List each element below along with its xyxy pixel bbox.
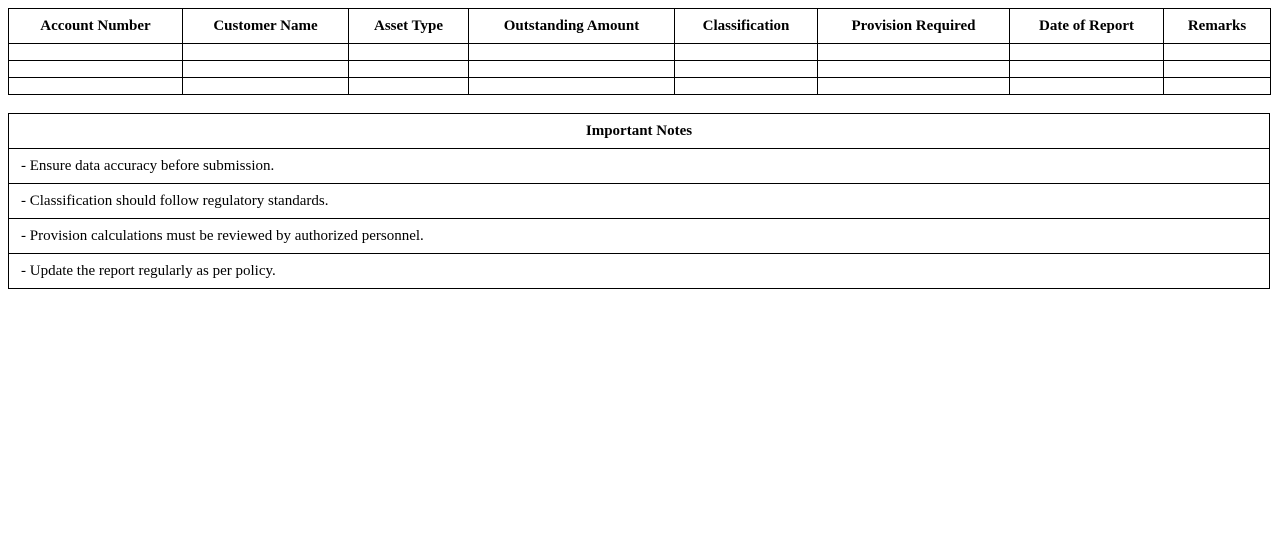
table-cell[interactable] <box>675 78 818 95</box>
column-header-customer-name: Customer Name <box>183 9 349 44</box>
table-cell[interactable] <box>469 61 675 78</box>
table-cell[interactable] <box>9 78 183 95</box>
note-item: - Update the report regularly as per policy. <box>9 254 1270 289</box>
table-cell[interactable] <box>1164 44 1271 61</box>
notes-title: Important Notes <box>9 114 1270 149</box>
column-header-outstanding-amount: Outstanding Amount <box>469 9 675 44</box>
table-row <box>9 78 1271 95</box>
column-header-classification: Classification <box>675 9 818 44</box>
table-cell[interactable] <box>818 61 1010 78</box>
table-cell[interactable] <box>183 44 349 61</box>
table-cell[interactable] <box>818 78 1010 95</box>
note-row <box>9 254 1270 289</box>
table-cell[interactable] <box>1164 78 1271 95</box>
table-cell[interactable] <box>675 44 818 61</box>
table-cell[interactable] <box>349 44 469 61</box>
note-row <box>9 184 1270 219</box>
table-cell[interactable] <box>9 44 183 61</box>
note-row <box>9 149 1270 184</box>
important-notes-table <box>8 113 1270 289</box>
column-header-asset-type: Asset Type <box>349 9 469 44</box>
table-cell[interactable] <box>818 44 1010 61</box>
note-item: - Ensure data accuracy before submission. <box>9 149 1270 184</box>
table-cell[interactable] <box>183 61 349 78</box>
column-header-date-of-report: Date of Report <box>1010 9 1164 44</box>
table-header-row <box>9 9 1271 44</box>
table-row <box>9 61 1271 78</box>
table-cell[interactable] <box>675 61 818 78</box>
table-cell[interactable] <box>349 61 469 78</box>
report-table <box>8 8 1271 95</box>
table-cell[interactable] <box>1010 44 1164 61</box>
column-header-provision-required: Provision Required <box>818 9 1010 44</box>
document-body <box>8 8 1270 289</box>
note-item: - Provision calculations must be reviewed by authorized personnel. <box>9 219 1270 254</box>
table-cell[interactable] <box>469 78 675 95</box>
note-item: - Classification should follow regulatory standards. <box>9 184 1270 219</box>
notes-header-row <box>9 114 1270 149</box>
table-cell[interactable] <box>469 44 675 61</box>
table-cell[interactable] <box>349 78 469 95</box>
note-row <box>9 219 1270 254</box>
table-cell[interactable] <box>1010 61 1164 78</box>
table-cell[interactable] <box>1010 78 1164 95</box>
table-cell[interactable] <box>183 78 349 95</box>
column-header-account-number: Account Number <box>9 9 183 44</box>
table-row <box>9 44 1271 61</box>
table-cell[interactable] <box>1164 61 1271 78</box>
column-header-remarks: Remarks <box>1164 9 1271 44</box>
table-cell[interactable] <box>9 61 183 78</box>
